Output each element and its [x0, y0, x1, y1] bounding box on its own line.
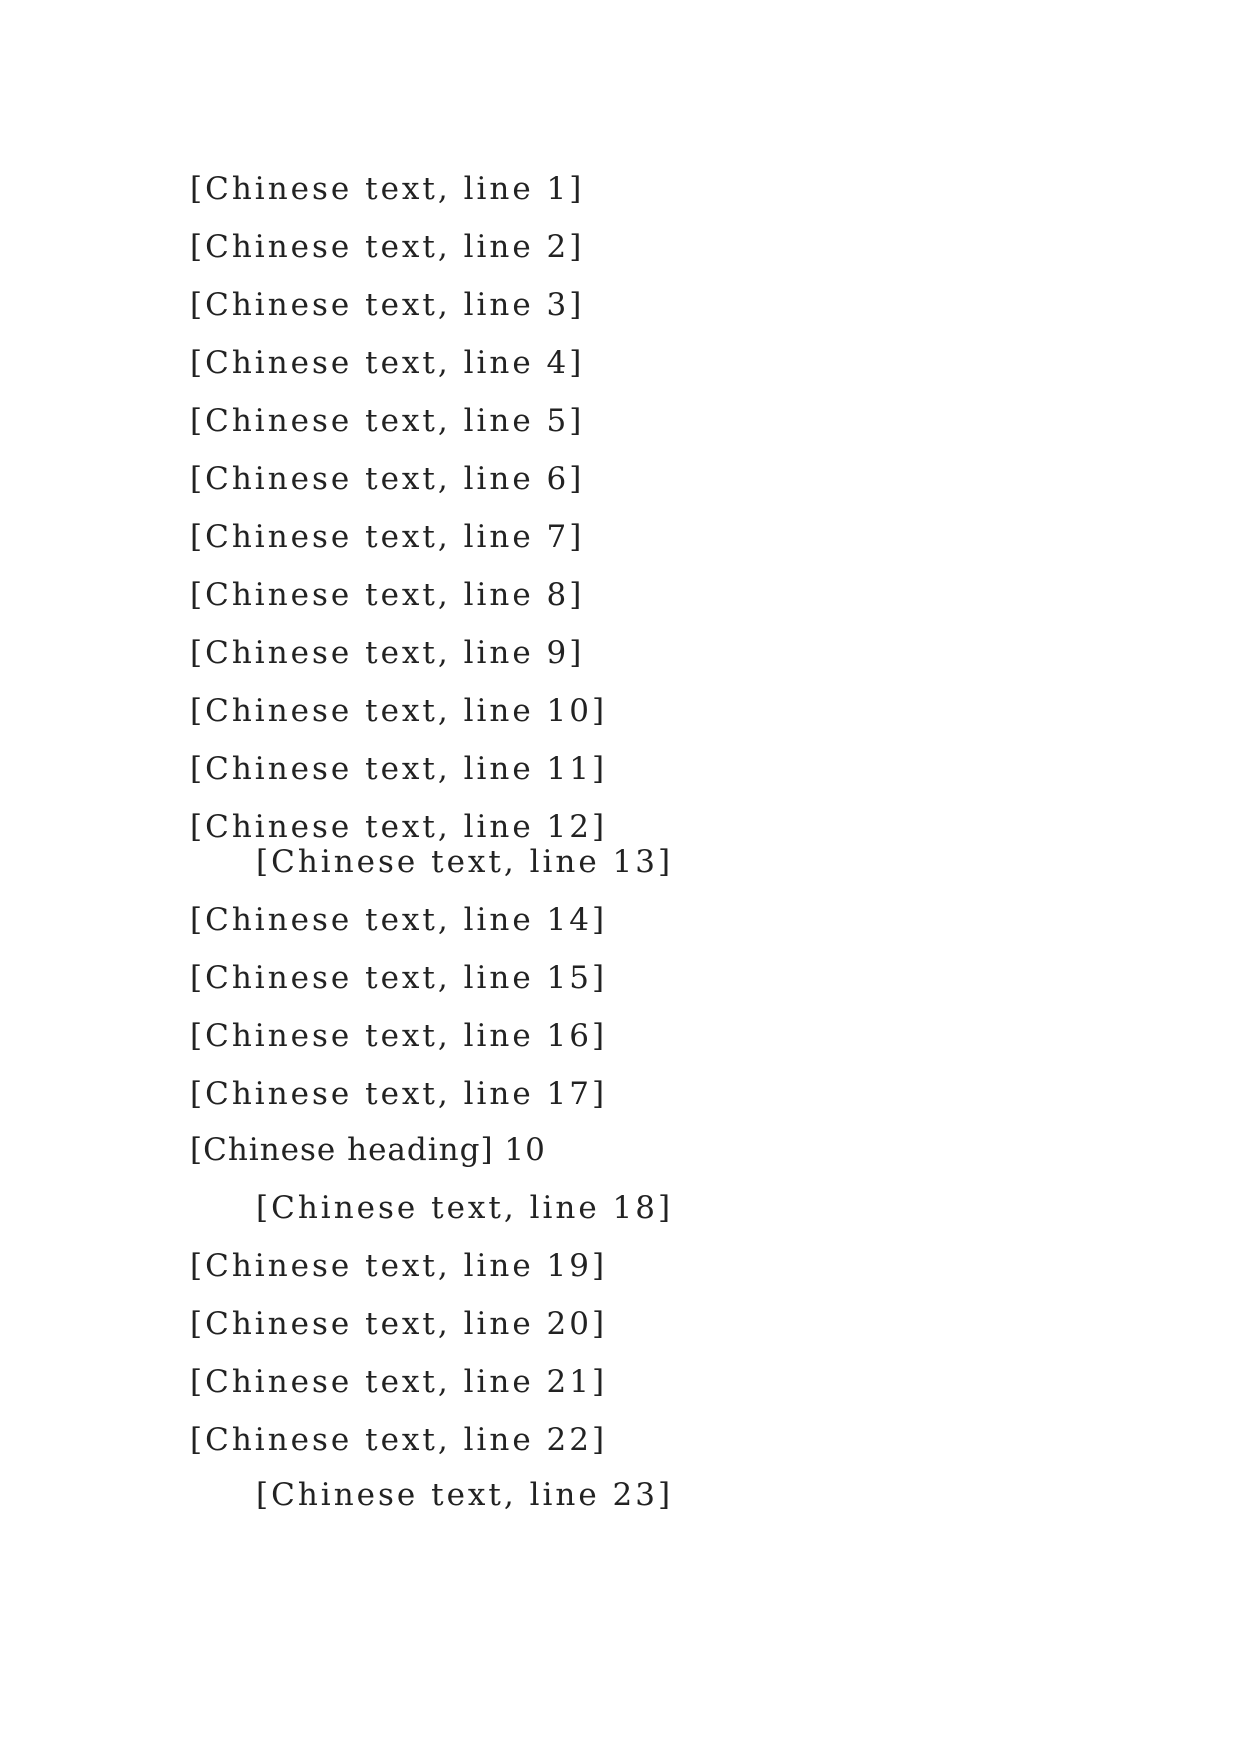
paragraph-line: [Chinese text, line 5] [190, 403, 585, 439]
paragraph-line: [Chinese text, line 13] [256, 844, 674, 880]
paragraph-line: [Chinese text, line 12] [190, 809, 608, 845]
paragraph-line: [Chinese text, line 22] [190, 1422, 608, 1458]
paragraph-line: [Chinese text, line 21] [190, 1364, 608, 1400]
paragraph-line: [Chinese text, line 4] [190, 345, 585, 381]
paragraph-1 [190, 160, 1050, 856]
paragraph-line: [Chinese text, line 10] [190, 693, 608, 729]
paragraph-line: [Chinese text, line 8] [190, 577, 585, 613]
paragraph-line: [Chinese text, line 3] [190, 287, 585, 323]
paragraph-line: [Chinese text, line 2] [190, 229, 585, 265]
paragraph-line: [Chinese text, line 20] [190, 1306, 608, 1342]
paragraph-line: [Chinese text, line 9] [190, 635, 585, 671]
paragraph-line: [Chinese text, line 16] [190, 1018, 608, 1054]
paragraph-line: [Chinese text, line 14] [190, 902, 608, 938]
section-heading: [Chinese heading] 10 [190, 1132, 546, 1168]
paragraph-3 [190, 1179, 1050, 1469]
paragraph-line: [Chinese text, line 15] [190, 960, 608, 996]
paragraph-line: [Chinese text, line 23] [256, 1477, 674, 1513]
paragraph-line: [Chinese text, line 17] [190, 1076, 608, 1112]
paragraph-line: [Chinese text, line 19] [190, 1248, 608, 1284]
paragraph-line: [Chinese text, line 11] [190, 751, 608, 787]
paragraph-line: [Chinese text, line 7] [190, 519, 585, 555]
paragraph-line: [Chinese text, line 1] [190, 171, 585, 207]
paragraph-line: [Chinese text, line 18] [256, 1190, 674, 1226]
paragraph-line: [Chinese text, line 6] [190, 461, 585, 497]
paragraph-2 [190, 833, 1050, 1123]
paragraph-4 [190, 1466, 1050, 1524]
